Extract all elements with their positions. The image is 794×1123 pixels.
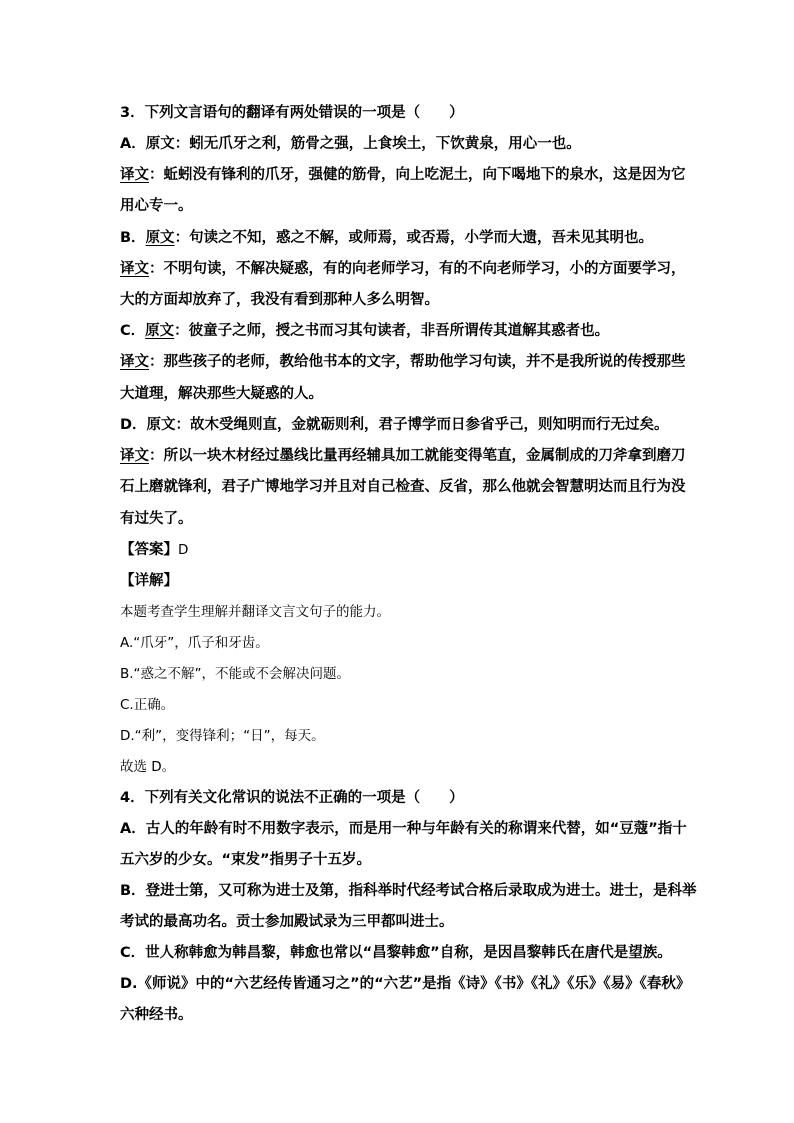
q3-option-d-original: D．原文：故木受绳则直，金就砺则利，君子博学而日参省乎己，则知明而行无过矣。 (120, 417, 669, 433)
q4-option-c: C．世人称韩愈为韩昌黎，韩愈也常以“昌黎韩愈”自称，是因昌黎韩氏在唐代是望族。 (120, 945, 672, 961)
q4-option-b-cont: 考试的最高功名。贡士参加殿试录为三甲都叫进士。 (120, 914, 454, 930)
q4-stem: 4．下列有关文化常识的说法不正确的一项是（ ） (120, 790, 464, 806)
q3-option-d-translation-cont: 石上磨就锋利，君子广博地学习并且对自己检查、反省，那么他就会智慧明达而且行为没 (120, 479, 686, 495)
q4-option-a: A．古人的年龄有时不用数字表示，而是用一种与年龄有关的称谓来代替，如“豆蔻”指十 (120, 821, 687, 837)
q3-option-a-original: A．原文：蚓无爪牙之利，筋骨之强，上食埃土，下饮黄泉，用心一也。 (120, 136, 581, 152)
q3-explanation-line: A.“爪牙”，爪子和牙齿。 (120, 635, 269, 651)
q3-explanation-line: D.“利”，变得锋利；“日”，每天。 (120, 728, 325, 744)
q3-option-c-original: C．原文：彼童子之师，授之书而习其句读者，非吾所谓传其道解其惑者也。 (120, 323, 610, 339)
q3-option-d-translation-cont2: 有过失了。 (120, 511, 193, 527)
q3-explanation-line: B.“惑之不解”，不能或不会解决问题。 (120, 666, 351, 682)
q3-explanation-line: 本题考查学生理解并翻译文言文句子的能力。 (120, 604, 390, 620)
q3-option-b-translation-cont: 大的方面却放弃了，我没有看到那种人多么明智。 (120, 292, 439, 308)
q3-option-a-translation: 译文：蚯蚓没有锋利的爪牙，强健的筋骨，向上吃泥土，向下喝地下的泉水，这是因为它 (120, 167, 686, 183)
q3-answer: 【答案】D (120, 542, 189, 558)
q4-option-b: B．登进士第，又可称为进士及第，指科举时代经考试合格后录取成为进士。进士，是科举 (120, 883, 697, 899)
q3-option-b-original: B．原文：句读之不知，惑之不解，或师焉，或否焉，小学而大遗，吾未见其明也。 (120, 230, 654, 246)
q3-option-b-translation: 译文：不明句读，不解决疑惑，有的向老师学习，有的不向老师学习，小的方面要学习， (120, 261, 686, 277)
q3-option-a-translation-cont: 用心专一。 (120, 198, 193, 214)
q4-option-a-cont: 五六岁的少女。“束发”指男子十五岁。 (120, 852, 372, 868)
q3-option-c-translation-cont: 大道理，解决那些大疑惑的人。 (120, 386, 323, 402)
q3-option-c-translation: 译文：那些孩子的老师，教给他书本的文字，帮助他学习句读，并不是我所说的传授那些 (120, 354, 686, 370)
q3-detail-heading: 【详解】 (120, 573, 178, 589)
q4-option-d: D.《师说》中的“六艺经传皆通习之”的“六艺”是指《诗》《书》《礼》《乐》《易》《春秋》 (120, 976, 691, 992)
q3-explanation-line: 故选 D。 (120, 759, 176, 775)
q4-option-d-cont: 六种经书。 (120, 1007, 193, 1023)
q3-option-d-translation: 译文：所以一块木材经过墨线比量再经辅具加工就能变得笔直，金属制成的刀斧拿到磨刀 (120, 448, 686, 464)
q3-stem: 3．下列文言语句的翻译有两处错误的一项是（ ） (120, 105, 464, 121)
q3-explanation-line: C.正确。 (120, 697, 175, 713)
